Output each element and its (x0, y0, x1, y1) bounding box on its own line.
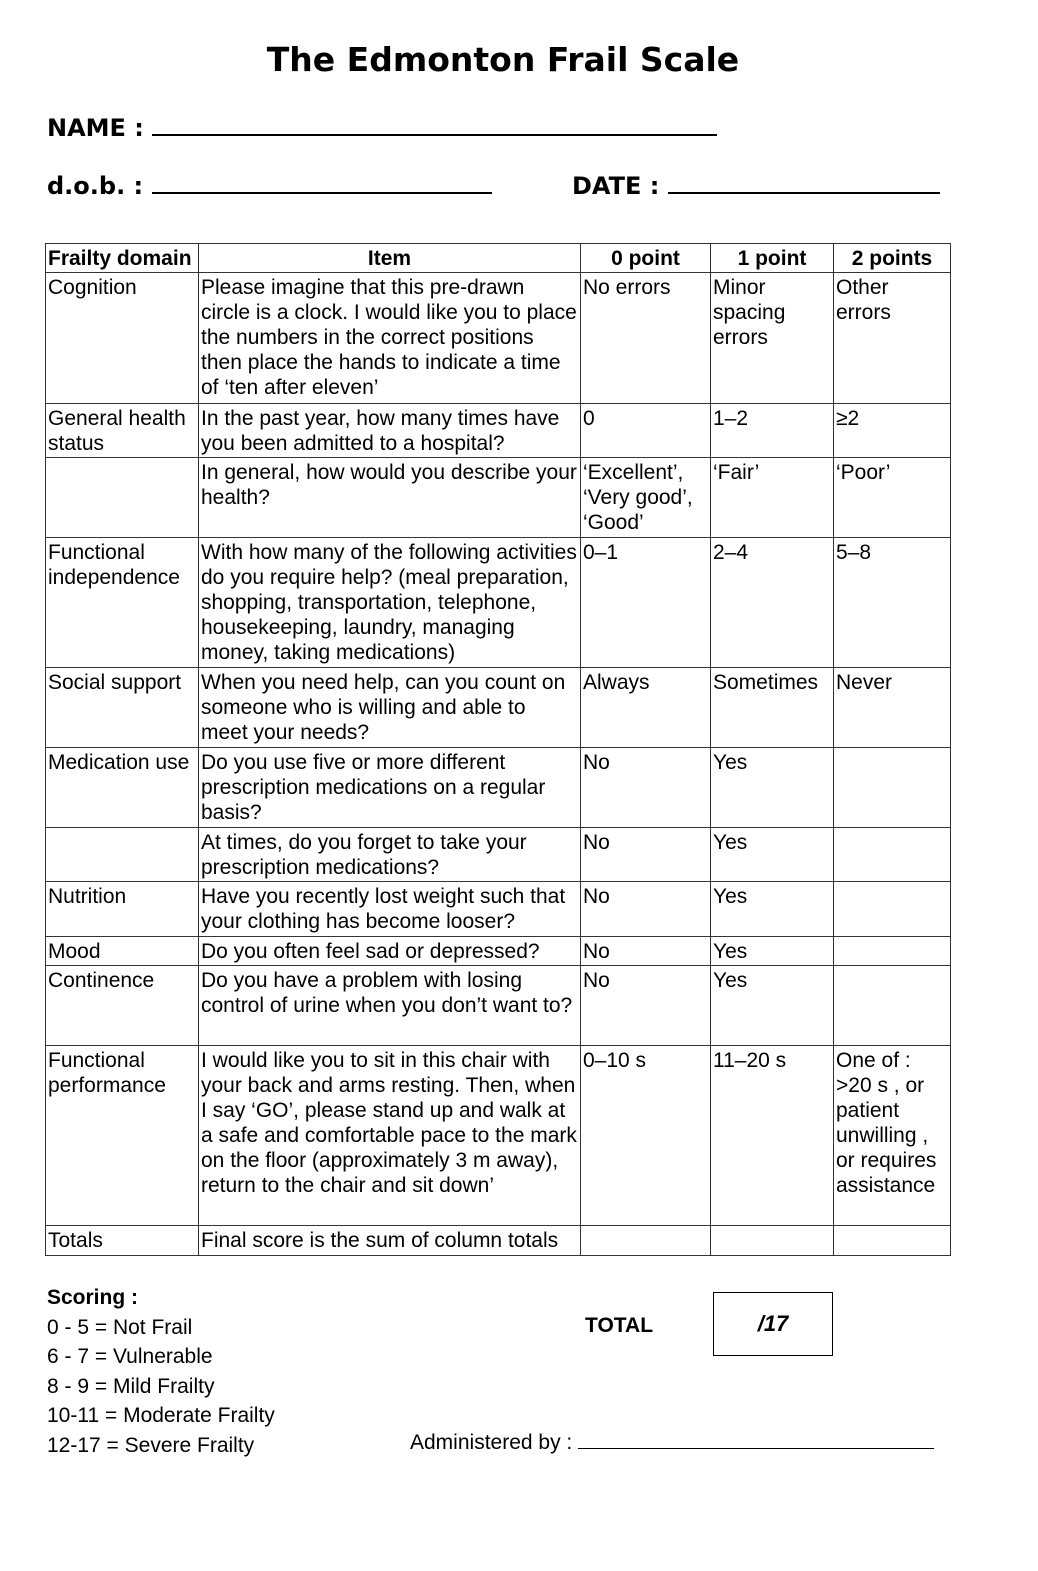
cell-1-point: ‘Fair’ (711, 458, 834, 538)
table-row (46, 1046, 951, 1226)
cell-1-point: Yes (711, 748, 834, 828)
dob-field-row (47, 170, 492, 200)
table-row (46, 404, 951, 458)
cell-item: Do you have a problem with losing control of urine when you don’t want to? (199, 966, 581, 1046)
cell-2-points (834, 828, 951, 882)
cell-item: Do you use five or more different prescription medications on a regular basis? (199, 748, 581, 828)
scoring-line: 10-11 = Moderate Frailty (47, 1404, 275, 1427)
cell-frailty-domain: General health status (46, 404, 199, 458)
cell-frailty-domain: Continence (46, 966, 199, 1046)
table-row (46, 1226, 951, 1256)
cell-1-point: Yes (711, 966, 834, 1046)
cell-0-point: Always (581, 668, 711, 748)
cell-2-points (834, 966, 951, 1046)
dob-label: d.o.b. : (47, 172, 144, 200)
cell-0-point: No (581, 966, 711, 1046)
table-row (46, 966, 951, 1046)
header-frailty-domain: Frailty domain (46, 244, 199, 273)
table-row (46, 828, 951, 882)
cell-1-point: Yes (711, 937, 834, 966)
cell-2-points (834, 748, 951, 828)
scoring-line: 0 - 5 = Not Frail (47, 1315, 193, 1339)
cell-frailty-domain: Totals (46, 1226, 199, 1256)
table-row (46, 668, 951, 748)
cell-0-point: 0 (581, 404, 711, 458)
cell-1-point (711, 1226, 834, 1256)
cell-0-point: No (581, 748, 711, 828)
cell-2-points (834, 1226, 951, 1256)
header-0-point: 0 point (581, 244, 711, 273)
scoring-line: 12-17 = Severe Frailty (47, 1433, 255, 1457)
date-blank-line[interactable] (668, 170, 940, 194)
cell-0-point: 0–10 s (581, 1046, 711, 1226)
cell-item: Have you recently lost weight such that your clothing has become looser? (199, 882, 581, 937)
cell-frailty-domain (46, 458, 199, 538)
cell-0-point: No (581, 828, 711, 882)
cell-item: When you need help, can you count on someone who is willing and able to meet your needs? (199, 668, 581, 748)
cell-1-point: 2–4 (711, 538, 834, 668)
cell-frailty-domain: Functional performance (46, 1046, 199, 1226)
cell-frailty-domain: Functional independence (46, 538, 199, 668)
cell-2-points: 5–8 (834, 538, 951, 668)
total-label: TOTAL (585, 1314, 654, 1337)
cell-2-points (834, 882, 951, 937)
scoring-header: Scoring : (47, 1286, 139, 1309)
scoring-legend (47, 1283, 275, 1460)
cell-2-points: ≥2 (834, 404, 951, 458)
table-row (46, 748, 951, 828)
cell-1-point: 1–2 (711, 404, 834, 458)
cell-item: At times, do you forget to take your prescription medications? (199, 828, 581, 882)
cell-item: Final score is the sum of column totals (199, 1226, 581, 1256)
header-2-points: 2 points (834, 244, 951, 273)
cell-1-point: Yes (711, 882, 834, 937)
total-score-value: /17 (757, 1311, 789, 1336)
table-row (46, 273, 951, 404)
scoring-line: 6 - 7 = Vulnerable (47, 1345, 213, 1368)
cell-1-point: Minor spacing errors (711, 273, 834, 404)
table-row (46, 538, 951, 668)
cell-frailty-domain: Medication use (46, 748, 199, 828)
name-blank-line[interactable] (152, 112, 717, 136)
header-item: Item (199, 244, 581, 273)
date-field-row (572, 170, 940, 200)
cell-2-points (834, 937, 951, 966)
cell-frailty-domain: Social support (46, 668, 199, 748)
cell-frailty-domain: Nutrition (46, 882, 199, 937)
header-1-point: 1 point (711, 244, 834, 273)
cell-frailty-domain: Cognition (46, 273, 199, 404)
cell-item: In general, how would you describe your health? (199, 458, 581, 538)
cell-0-point: ‘Excellent’, ‘Very good’, ‘Good’ (581, 458, 711, 538)
cell-2-points: Other errors (834, 273, 951, 404)
name-field-row (47, 112, 717, 142)
page-title: The Edmonton Frail Scale (266, 40, 740, 79)
cell-item: With how many of the following activities do you require help? (meal preparation, shopping, transportation, telephone, housekeeping, laundry, managing money, taking medications) (199, 538, 581, 668)
cell-frailty-domain: Mood (46, 937, 199, 966)
table-row (46, 882, 951, 937)
cell-0-point (581, 1226, 711, 1256)
cell-1-point: Sometimes (711, 668, 834, 748)
cell-1-point: Yes (711, 828, 834, 882)
cell-item: Please imagine that this pre-drawn circle is a clock. I would like you to place the numbers in the correct positions then place the hands to indicate a time of ‘ten after eleven’ (199, 273, 581, 404)
cell-2-points: ‘Poor’ (834, 458, 951, 538)
dob-blank-line[interactable] (152, 170, 492, 194)
cell-1-point: 11–20 s (711, 1046, 834, 1226)
cell-2-points: Never (834, 668, 951, 748)
table-row (46, 458, 951, 538)
name-label: NAME : (47, 114, 144, 142)
scoring-line: 8 - 9 = Mild Frailty (47, 1374, 215, 1398)
table-row (46, 937, 951, 966)
frailty-table (45, 243, 951, 1256)
date-label: DATE : (572, 172, 660, 200)
cell-0-point: 0–1 (581, 538, 711, 668)
cell-item: I would like you to sit in this chair with your back and arms resting. Then, when I say ‘GO’, please stand up and walk at a safe and comfortable pace to the mark on the floor (approximately 3 m away), return to the chair and sit down’ (199, 1046, 581, 1226)
cell-0-point: No (581, 882, 711, 937)
administered-by-label: Administered by : (410, 1431, 573, 1454)
cell-item: Do you often feel sad or depressed? (199, 937, 581, 966)
cell-0-point: No (581, 937, 711, 966)
administered-by-blank-line[interactable] (578, 1430, 934, 1449)
administered-by-row (410, 1430, 934, 1455)
cell-item: In the past year, how many times have you been admitted to a hospital? (199, 404, 581, 458)
cell-0-point: No errors (581, 273, 711, 404)
cell-frailty-domain (46, 828, 199, 882)
total-score-box[interactable] (713, 1292, 833, 1356)
cell-2-points: One of : >20 s , or patient unwilling , or requires assistance (834, 1046, 951, 1226)
table-header-row (46, 244, 951, 273)
